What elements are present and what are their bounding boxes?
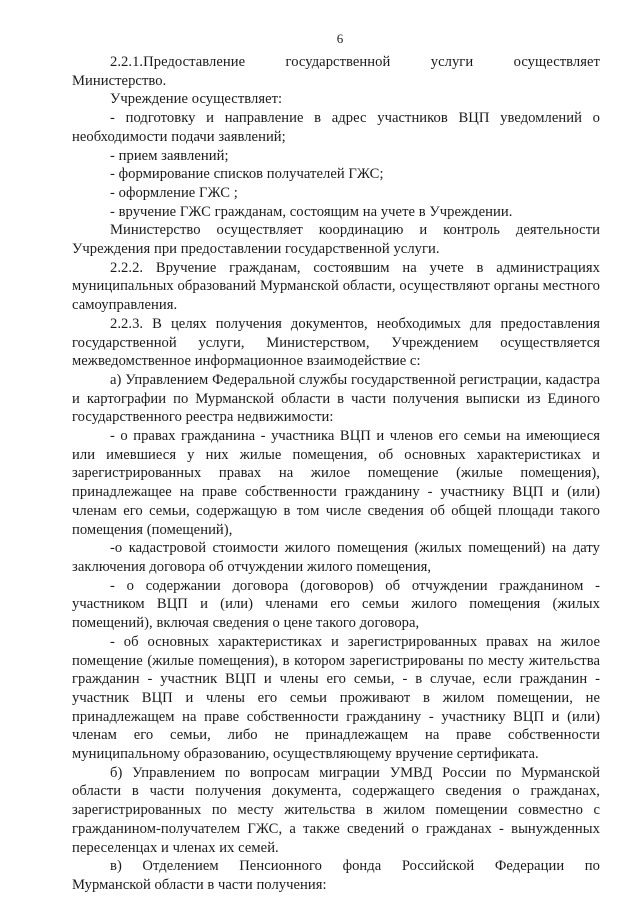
paragraph: - прием заявлений;	[110, 147, 229, 164]
word: Отделением	[142, 858, 219, 875]
word: фонда	[342, 858, 382, 875]
paragraph-v-cont: Мурманской области в части получения:	[72, 876, 327, 893]
page-number: 6	[336, 31, 344, 46]
paragraph-2-2-1-line1	[72, 53, 600, 72]
paragraph-a: а) Управлением Федеральной службы государственной регистрации, кадастра и картографии по Мурманской области в части получения выписки из Единого государственного реестра недвижимости:	[72, 371, 600, 426]
paragraph: Учреждение осуществляет:	[110, 91, 283, 108]
paragraph: - подготовку и направление в адрес участников ВЦП уведомлений о необходимости подачи заявлений;	[72, 110, 600, 145]
paragraph-2-2-2: 2.2.2. Вручение гражданам, состоявшим на учете в администрациях муниципальных образований Мурманской области, осуществляют органы местного самоуправления.	[72, 259, 600, 314]
paragraph: - вручение ГЖС гражданам, состоящим на учете в Учреждении.	[110, 203, 513, 220]
word: услуги	[430, 54, 474, 70]
word: осуществляет	[513, 54, 600, 70]
word: Пенсионного	[239, 858, 323, 875]
paragraph: - о правах гражданина - участника ВЦП и членов его семьи на имеющиеся или имевшиеся у них жилые помещения, об основных характеристиках и зарегистрированных правах на жилое помещение (жилые помещения), принадлежащее на праве собственности гражданину - участнику ВЦП и (или) членам его семьи, содержащую в том числе сведения об общей площади такого помещения (помещений),	[72, 428, 600, 538]
word: Российской	[401, 858, 475, 875]
paragraph: Министерство осуществляет координацию и контроль деятельности Учреждения при предоставлении государственной услуги.	[72, 222, 600, 258]
word: 2.2.1.Предоставление	[110, 54, 246, 70]
paragraph: - об основных характеристиках и зарегистрированных правах на жилое помещение (жилые помещения), в котором зарегистрированы по месту жительства гражданин - участник ВЦП и члены его семьи, - в случае, если гражданин - участник ВЦП и члены его семьи проживают в жилом помещении, не принадлежащем на праве собственности гражданину - участнику ВЦП и (или) членам его семьи, либо не принадлежащем на праве собственности муниципальному образованию, осуществляющему вручение сертификата.	[72, 633, 600, 763]
paragraph-b: б) Управлением по вопросам миграции УМВД России по Мурманской области в части получения документа, содержащего сведения о гражданах, зарегистрированных по месту жительства в жилом помещении совместно с гражданином-получателем ГЖС, а также сведений о гражданах - вынужденных переселенцах и членах их семей.	[72, 764, 600, 856]
word: Федерации	[494, 858, 565, 875]
word: государственной	[285, 54, 391, 70]
paragraph-2-2-3: 2.2.3. В целях получения документов, необходимых для предоставления государственной услуги, Министерством, Учреждением осуществляется межведомственное информационное взаимодействие с:	[72, 315, 600, 370]
word: в)	[110, 858, 122, 875]
paragraph: - о содержании договора (договоров) об отчуждении гражданином - участником ВЦП и (или) членами его семьи жилого помещения (жилых помещений), включая сведения о цене такого договора,	[72, 577, 600, 632]
word: по	[584, 858, 600, 875]
paragraph-2-2-1-cont: Министерство.	[72, 72, 167, 89]
paragraph: - оформление ГЖС ;	[110, 184, 238, 201]
document-body	[72, 53, 600, 895]
paragraph-v-line1	[72, 857, 600, 876]
paragraph: - формирование списков получателей ГЖС;	[110, 166, 384, 183]
paragraph: -о кадастровой стоимости жилого помещения (жилых помещений) на дату заключения договора об отчуждении жилого помещения,	[72, 540, 600, 575]
